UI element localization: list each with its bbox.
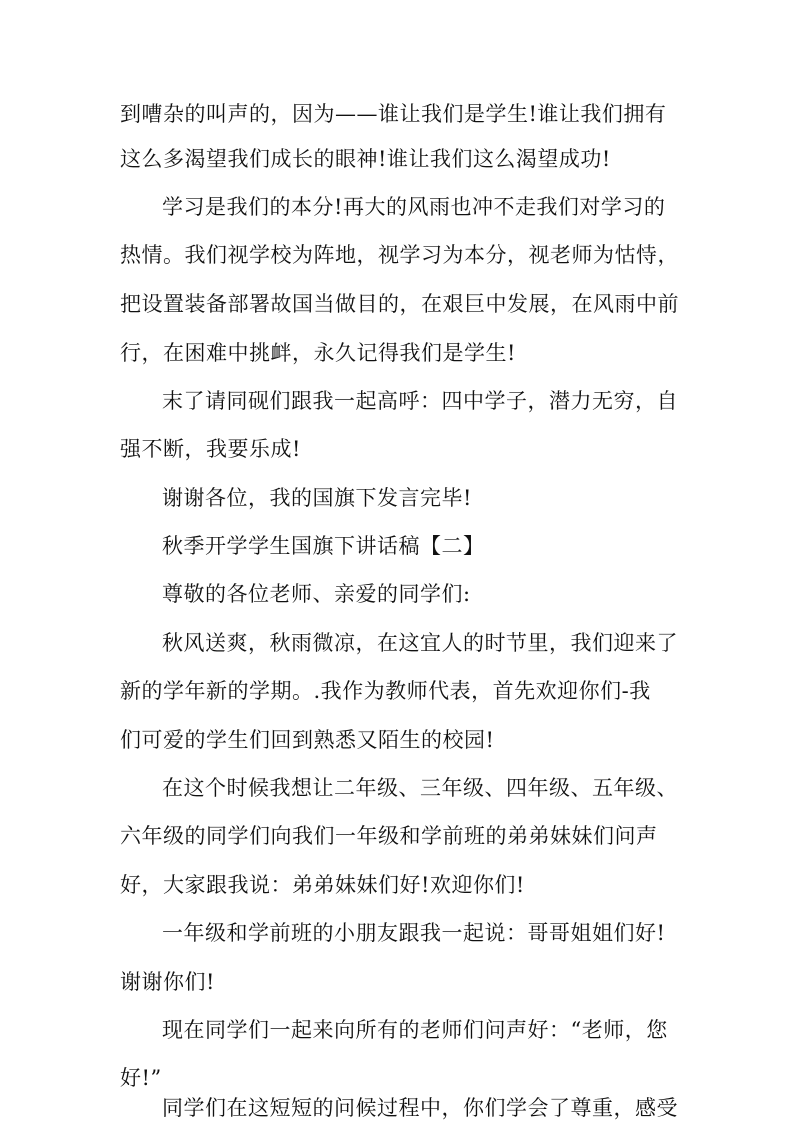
paragraph-start-line: 在这个时候我想让二年级、三年级、四年级、五年级、 xyxy=(162,776,678,800)
paragraph-start-line: 秋风送爽，秋雨微凉，在这宜人的时节里，我们迎来了 xyxy=(162,631,678,655)
paragraph-start-line: 末了请同砚们跟我一起高呼：四中学子，潜力无穷，自 xyxy=(162,389,678,413)
text-line: 行，在困难中挑衅，永久记得我们是学生! xyxy=(120,341,516,365)
paragraph-start-line: 谢谢各位，我的国旗下发言完毕! xyxy=(162,486,472,510)
paragraph-start-line: 学习是我们的本分!再大的风雨也冲不走我们对学习的 xyxy=(162,195,666,219)
text-line: 热情。我们视学校为阵地，视学习为本分，视老师为怙恃， xyxy=(120,243,679,267)
text-line: 到嘈杂的叫声的，因为——谁让我们是学生!谁让我们拥有 xyxy=(120,102,667,126)
text-line: 好，大家跟我说：弟弟妹妹们好!欢迎你们! xyxy=(120,873,525,897)
text-line: 新的学年新的学期。.我作为教师代表，首先欢迎你们-我 xyxy=(120,679,651,703)
text-line: 们可爱的学生们回到熟悉又陌生的校园! xyxy=(120,728,495,752)
text-line: 好!” xyxy=(120,1066,162,1090)
text-line: 这么多渴望我们成长的眼神!谁让我们这么渴望成功! xyxy=(120,147,611,171)
text-line: 六年级的同学们向我们一年级和学前班的弟弟妹妹们问声 xyxy=(120,824,658,848)
text-line: 谢谢你们! xyxy=(120,970,215,994)
text-line: 强不断，我要乐成! xyxy=(120,437,301,461)
section-heading: 秋季开学学生国旗下讲话稿【二】 xyxy=(162,534,485,558)
paragraph-start-line: 一年级和学前班的小朋友跟我一起说：哥哥姐姐们好! xyxy=(162,921,666,945)
paragraph-start-line: 现在同学们一起来向所有的老师们问声好：“老师，您 xyxy=(162,1018,668,1042)
salutation-line: 尊敬的各位老师、亲爱的同学们: xyxy=(162,582,471,606)
paragraph-start-line: 同学们在这短短的问候过程中，你们学会了尊重，感受 xyxy=(162,1096,678,1120)
text-line: 把设置装备部署故国当做目的，在艰巨中发展，在风雨中前 xyxy=(120,292,679,316)
